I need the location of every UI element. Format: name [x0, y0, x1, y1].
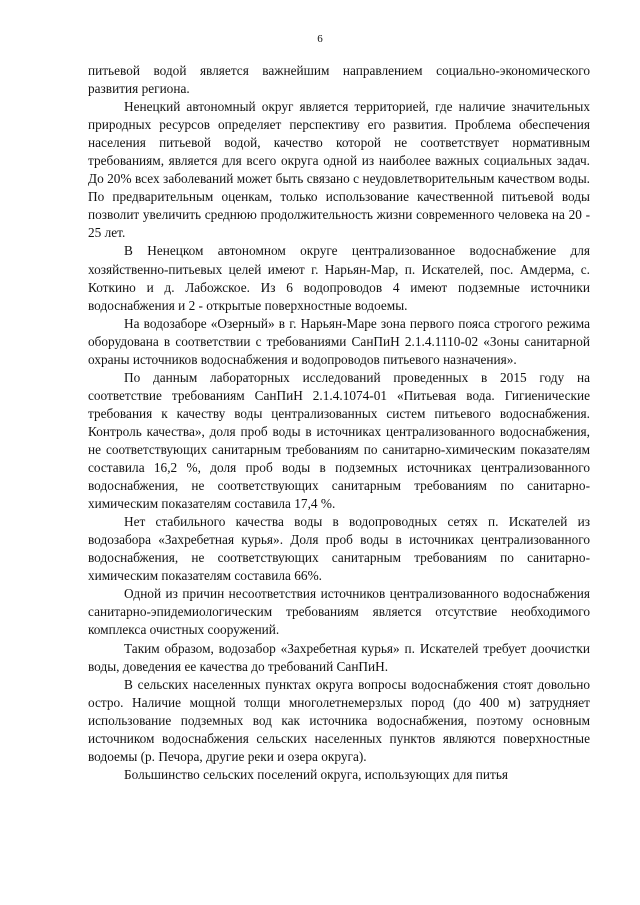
paragraph-7: Одной из причин несоответствия источников централизованного водоснабжения санитарно-эпидемиологическим требованиям является отсутствие необходимого комплекса очистных сооружений.: [88, 586, 590, 638]
paragraph-8: Таким образом, водозабор «Захребетная курья» п. Искателей требует доочистки воды, доведения ее качества до требований СанПиН.: [88, 640, 590, 674]
body-text: [88, 62, 590, 784]
paragraph-2: Ненецкий автономный округ является территорией, где наличие значительных природных ресурсов определяет перспективу его развития. Проблема обеспечения населения питьевой водой, качество которой не соответствует нормативным требованиям, является для всего округа одной из наиболее важных социальных задач. До 20% всех заболеваний может быть связано с неудовлетворительным качеством воды. По предварительным оценкам, только использование качественной питьевой воды позволит увеличить среднюю продолжительность жизни современного человека на 20 - 25 лет.: [88, 99, 590, 241]
paragraph-5: По данным лабораторных исследований проведенных в 2015 году на соответствие требованиям СанПиН 2.1.4.1074-01 «Питьевая вода. Гигиенические требования к качеству воды централизованных систем питьевого водоснабжения. Контроль качества», доля проб воды в источниках централизованного водоснабжения, не соответствующих санитарным требованиям по санитарно-химическим показателям составила 16,2 %, доля проб воды в подземных источниках централизованного водоснабжения, не соответствующих санитарным требованиям по санитарно-химическим показателям составила 17,4 %.: [88, 369, 590, 512]
paragraph-3: В Ненецком автономном округе централизованное водоснабжение для хозяйственно-питьевых целей имеют г. Нарьян-Мар, п. Искателей, пос. Амдерма, с. Коткино и д. Лабожское. Из 6 водопроводов 4 имеют подземные источники водоснабжения и 2 - открытые поверхностные водоемы.: [88, 243, 590, 313]
paragraph-4: На водозаборе «Озерный» в г. Нарьян-Маре зона первого пояса строгого режима оборудована в соответствии с требованиями СанПиН 2.1.4.1110-02 «Зоны санитарной охраны источников водоснабжения и водопроводов питьевого назначения».: [88, 315, 590, 367]
paragraph-10: Большинство сельских поселений округа, использующих для питья: [124, 766, 509, 782]
paragraph-9: В сельских населенных пунктах округа вопросы водоснабжения стоят довольно остро. Наличие мощной толщи многолетнемерзлых пород (до 400 м) затрудняет использование подземных вод как источника водоснабжения, поэтому основным источником водоснабжения сельских населенных пунктов являются поверхностные водоемы (р. Печора, другие реки и озера округа).: [88, 676, 590, 764]
page-number: 6: [317, 33, 323, 45]
paragraph-1: питьевой водой является важнейшим направлением социально-экономического развития региона.: [88, 63, 590, 97]
paragraph-6: Нет стабильного качества воды в водопроводных сетях п. Искателей из водозабора «Захребетная курья». Доля проб воды в источниках централизованного водоснабжения, не соответствующих санитарным требованиям по санитарно-химическим показателям составила 66%.: [88, 514, 590, 584]
